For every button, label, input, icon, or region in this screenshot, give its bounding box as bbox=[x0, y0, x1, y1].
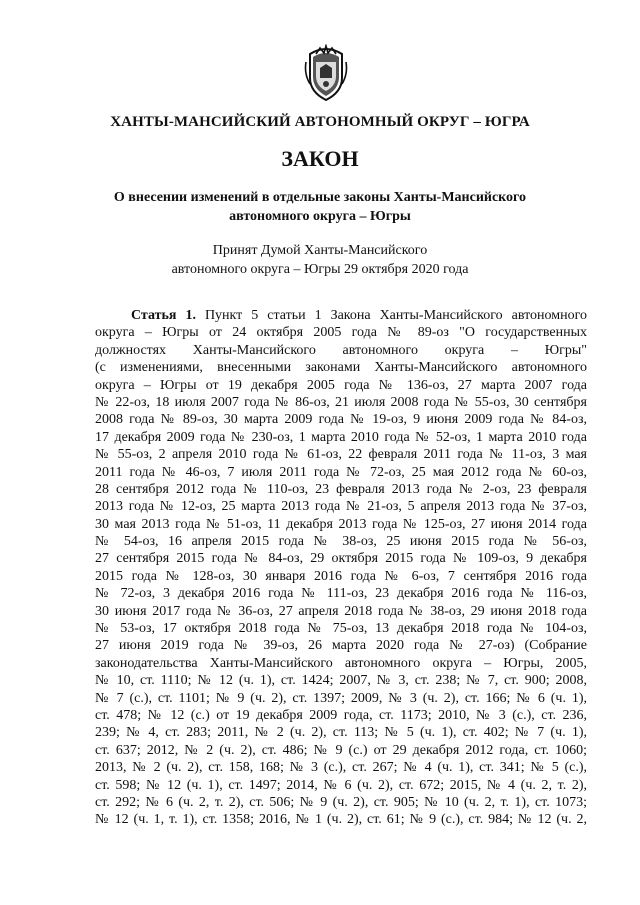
text-line: № 10, ст. 1110; № 12 (ч. 1), ст. 1424; 2007, № 3, ст. 238; № 7, ст. 900; 2008, bbox=[95, 673, 587, 689]
text-line: 2013 года № 12-оз, 25 марта 2013 года № 21-оз, 5 апреля 2013 года № 37-оз, bbox=[95, 499, 587, 515]
text-line: 30 мая 2013 года № 51-оз, 11 декабря 2013 года № 125-оз, 27 июня 2014 года bbox=[95, 516, 587, 532]
text-line: ст. 598; № 12 (ч. 1), ст. 1497; 2014, № 6 (ч. 2), ст. 672; 2015, № 4 (ч. 2, т. 2), bbox=[95, 777, 587, 793]
text-line: № 55-оз, 2 апреля 2010 года № 61-оз, 22 февраля 2011 года № 11-оз, 3 мая bbox=[95, 447, 587, 463]
text-line: 17 декабря 2009 года № 230-оз, 1 марта 2010 года № 52-оз, 1 марта 2010 года bbox=[95, 429, 587, 445]
text-line: ст. 478; № 12 (с.) от 19 декабря 2009 года, ст. 1173; 2010, № 3 (с.), ст. 236, bbox=[95, 707, 587, 723]
law-title bbox=[110, 188, 530, 226]
text-line: 239; № 4, ст. 283; 2011, № 2 (ч. 2), ст. 113; № 5 (ч. 1), ст. 402; № 7 (ч. 1), bbox=[95, 725, 587, 741]
text-line: (с изменениями, внесенными законами Ханты-Мансийского автономного bbox=[95, 360, 587, 376]
adoption-line: Принят Думой Ханты-Мансийского bbox=[212, 243, 428, 258]
text-line: № 72-оз, 3 декабря 2016 года № 111-оз, 23 декабря 2016 года № 116-оз, bbox=[95, 586, 587, 602]
text-line: законодательства Ханты-Мансийского автономного округа – Югры, 2005, bbox=[95, 655, 587, 671]
article-text bbox=[95, 307, 587, 829]
text-line: ст. 292; № 6 (ч. 2, т. 2), ст. 506; № 9 (ч. 2), ст. 905; № 10 (ч. 2, т. 1), ст. 1073; bbox=[95, 794, 587, 810]
text-line: округа – Югры от 24 октября 2005 года № 89-оз "О государственных bbox=[95, 325, 587, 341]
text-line: № 7 (с.), ст. 1101; № 9 (ч. 2), ст. 1397; 2009, № 3 (ч. 2), ст. 166; № 6 (ч. 1), bbox=[95, 690, 587, 706]
text-line: № 12 (ч. 1, т. 1), ст. 1358; 2016, № 1 (ч. 2), ст. 61; № 9 (с.), ст. 984; № 12 (ч. 2, bbox=[95, 812, 587, 828]
law-title-line: О внесении изменений в отдельные законы Ханты-Мансийского bbox=[113, 190, 527, 205]
text-line: 2011 года № 46-оз, 7 июля 2011 года № 72-оз, 25 мая 2012 года № 60-оз, bbox=[95, 464, 587, 480]
adoption-note bbox=[110, 241, 530, 279]
document-type: ЗАКОН bbox=[281, 146, 359, 171]
article-first-line-text: Пункт 5 статьи 1 Закона Ханты-Мансийского автономного bbox=[204, 308, 587, 323]
text-line: округа – Югры от 19 декабря 2005 года № 136-оз, 27 марта 2007 года bbox=[95, 377, 587, 393]
text-line: 30 июня 2017 года № 36-оз, 27 апреля 2018 года № 38-оз, 29 июня 2018 года bbox=[95, 603, 587, 619]
law-title-line: автономного округа – Югры bbox=[229, 209, 411, 224]
text-line: 2008 года № 89-оз, 30 марта 2009 года № 19-оз, 9 июня 2009 года № 84-оз, bbox=[95, 412, 587, 428]
text-line: № 22-оз, 18 июля 2007 года № 86-оз, 21 июля 2008 года № 55-оз, 30 сентября bbox=[95, 394, 587, 410]
article-label: Статья 1. bbox=[131, 308, 196, 323]
text-line: 2015 года № 128-оз, 30 января 2016 года № 6-оз, 7 сентября 2016 года bbox=[95, 568, 587, 584]
text-line: ст. 637; 2012, № 2 (ч. 2), ст. 486; № 9 (с.) от 29 декабря 2012 года, ст. 1060; bbox=[95, 742, 587, 758]
coat-of-arms-icon bbox=[302, 44, 350, 102]
text-line: 28 сентября 2012 года № 110-оз, 23 февраля 2013 года № 2-оз, 23 февраля bbox=[95, 481, 587, 497]
adoption-line: автономного округа – Югры 29 октября 2020 года bbox=[171, 262, 469, 277]
text-line: № 53-оз, 17 октября 2018 года № 75-оз, 13 декабря 2018 года № 104-оз, bbox=[95, 621, 587, 637]
text-line: должностях Ханты-Мансийского автономного округа – Югры" bbox=[95, 342, 587, 358]
text-line: 2013, № 2 (ч. 2), ст. 158, 168; № 3 (с.), ст. 267; № 4 (ч. 1), ст. 341; № 5 (с.), bbox=[95, 760, 587, 776]
text-line: 27 сентября 2015 года № 84-оз, 29 октября 2015 года № 109-оз, 9 декабря bbox=[95, 551, 587, 567]
text-line: 27 июня 2019 года № 39-оз, 26 марта 2020 года № 27-оз) (Собрание bbox=[95, 638, 587, 654]
article-first-line bbox=[95, 307, 587, 324]
text-line: № 54-оз, 16 апреля 2015 года № 38-оз, 25 июня 2015 года № 56-оз, bbox=[95, 534, 587, 550]
region-name: ХАНТЫ-МАНСИЙСКИЙ АВТОНОМНЫЙ ОКРУГ – ЮГРА bbox=[110, 114, 530, 130]
